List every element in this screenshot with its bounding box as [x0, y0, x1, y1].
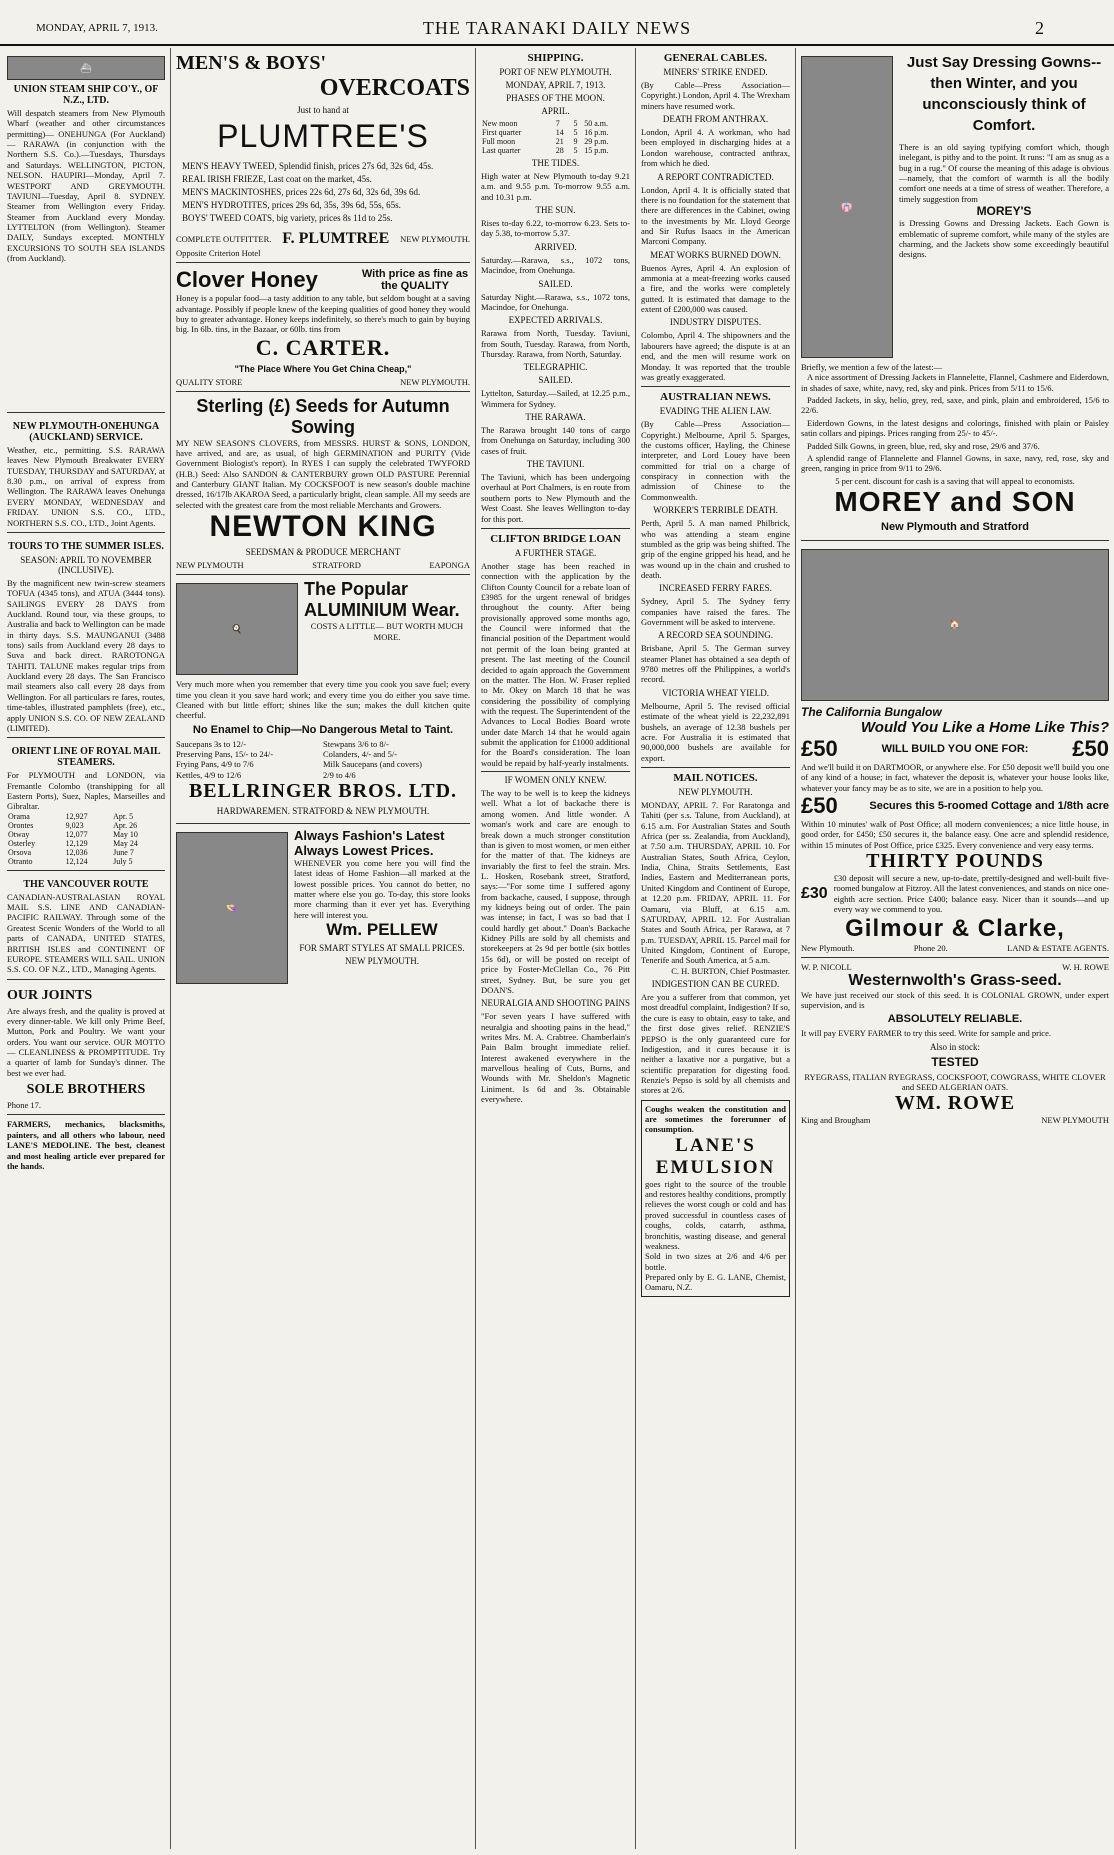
list-item: MEN'S HYDROTITES, prices 29s 6d, 35s, 39s 6d, 55s, 65s.	[182, 199, 401, 210]
page-number: 2	[1035, 18, 1044, 38]
union-body: Will despatch steamers from New Plymouth Wharf (weather and other circumstances permitting)— ONEHUNGA (For Auckland)— RARAWA (in conjunction with the Northern S.S. Co.).—Tuesdays, Thursdays and Saturdays. WELLINGTON, PICTON, NELSON. HAUPIRI—Monday, April 7. WESTPORT AND GREYMOUTH. TAVIUNI—Tuesday, April 8. SYDNEY. Steamer from Wellington every Friday. Steamer from Auckland every Monday. LYTTELTON (from Wellington). Steamer DAILY, Sundays excepted. MONTHLY EXCURSIONS TO SOUTH SEA ISLANDS (from Auckland).	[7, 108, 165, 264]
gilmour-phone: Phone 20.	[913, 942, 948, 953]
newton-name: NEWTON KING	[209, 510, 437, 544]
ship-tons: 12,077	[65, 829, 88, 839]
list-item: Padded Jackets, in sky, helio, grey, red, saxe, and pink, plain and embroidered, 15/6 to 22/6.	[801, 395, 1109, 416]
mail-sign: C. H. BURTON, Chief Postmaster.	[671, 965, 790, 976]
ship-tons: 12,927	[65, 811, 88, 821]
moon-day: 28	[555, 146, 564, 155]
tides-body: High water at New Plymouth to-day 9.21 a.m. and 9.55 p.m. To-morrow 9.55 a.m. and 10.31 p.m.	[481, 171, 630, 202]
price-item: 2/9 to 4/6	[323, 769, 356, 780]
carter-left: QUALITY STORE	[176, 376, 243, 387]
moon-hour: 5	[573, 146, 578, 155]
meat-heading: MEAT WORKS BURNED DOWN.	[650, 249, 781, 260]
alum-cost: COSTS A LITTLE— BUT WORTH MUCH MORE.	[310, 621, 464, 642]
moon-day: 21	[555, 137, 564, 146]
meat-body: Buenos Ayres, April 4. An explosion of ammonia at a meat-freezing works caused a fire, and the works were completely gutted. It is estimated that damage to the extent of £200,000 was caused.	[641, 262, 790, 315]
table-row	[481, 119, 630, 128]
mail-place: NEW PLYMOUTH.	[678, 786, 753, 797]
plumtree-brand: F. PLUMTREE	[282, 229, 390, 247]
union-steamship-ad	[7, 48, 165, 413]
expected-heading: EXPECTED ARRIVALS.	[508, 315, 603, 326]
carter-right: NEW PLYMOUTH.	[400, 376, 470, 387]
rowe-seed-ad	[801, 958, 1109, 1130]
clifton-body: Another stage has been reached in connection with the application by the Clifton County Council for a rebate loan of £3985 for the urgent renewal of bridges throughout the county. After being provisionally approved some months ago, the Council were informed that the financial position of the Department would not permit of the loan being granted at present. The last meeting of the Council decided to again approach the Government on the matter. The Hon. W. Fraser replied to Mr. Okey on March 18 that he was considering the possibility of complying with the request. The Superintendent of the Advances to Local Bodies Board wrote under date March 14 that he would again submit the application for £1000 additional for the Board's consideration. The loan would be repaid by half-yearly instalments.	[481, 560, 630, 768]
pellew-name: Wm. PELLEW	[326, 920, 438, 940]
price1-text: WILL BUILD YOU ONE FOR:	[881, 742, 1029, 755]
moon-min: 29 p.m.	[584, 137, 609, 146]
column-cables	[635, 48, 795, 1849]
price-item: Colanders, 4/- and 5/-	[323, 748, 398, 759]
moon-phase: New moon	[482, 119, 518, 128]
alien-body: (By Cable—Press Association—Copyright.) Melbourne, April 5. Sparges, the customs officer, Hayling, the Chinese interpreter, and Lord Louey have been committed for trial on a charge of conspiracy in connection with the admission of Chinese to the Commonwealth.	[641, 419, 790, 502]
lanes-maker: Prepared only by E. G. LANE, Chemist, Oamaru, N.Z.	[645, 1271, 786, 1293]
morey-name-small: MOREY'S	[976, 204, 1032, 219]
newton-king-ad	[176, 392, 470, 576]
rarawa-body: The Rarawa brought 140 tons of cargo from Onehunga on Saturday, including 300 cases of fruit.	[481, 425, 630, 456]
ship-name: Orontes	[8, 820, 34, 830]
moon-min: 50 a.m.	[584, 119, 608, 128]
list-item: MEN'S MACKINTOSHES, prices 22s 6d, 27s 6d, 32s 6d, 39s 6d.	[182, 186, 421, 197]
sun-body: Rises to-day 6.22, to-morrow 6.23. Sets to-day 5.38, to-morrow 5.37.	[481, 218, 630, 239]
orient-sailings-table	[7, 812, 165, 866]
bell-sub: HARDWAREMEN. STRATFORD & NEW PLYMOUTH.	[216, 806, 430, 817]
tours-ad	[7, 533, 165, 738]
ship-tons: 12,129	[65, 838, 88, 848]
seed-body: We have just received our stock of this seed. It is COLONIAL GROWN, under expert supervision, and is	[801, 989, 1109, 1010]
table-row	[7, 812, 165, 821]
column-large-ads	[795, 48, 1114, 1849]
morey-body: There is an old saying typifying comfort which, though inelegant, is pithy and to the point. It runs: "I am as snug as a bug in a rug." Of course the meaning of this adage is obvious—namely, that the comfort of warmth is all the bodily comfort one needs at a time of stress of weather. Therefore, a timely suggestion from	[899, 142, 1109, 204]
women-body: The way to be well is to keep the kidneys well. What a lot of backache there is among women. And little wonder. A woman's work and care are enough to break down a much stronger constitution than is given to most women, or men either for the matter of that. The kidneys are invariably the first to feel the strain. Mrs. L. Hosken, Rosebank street, Stratford, says:—"For some time I suffered agony from backache, caused, I suppose, through my kidneys being out of order. The pain was intense; in fact, I was so bad that I could hardly get about." Doan's Backache Kidney Pills are sold by all chemists and storekeepers at 2s 9d per bottle (six bottles 15s 6d), or will be posted on receipt of price by Foster-McClellan Co., 76 Pitt street, Sydney. But, be sure you get DOAN'S.	[481, 788, 630, 995]
sailed-body: Saturday Night.—Rarawa, s.s., 1072 tons, Macindoe, for Onehunga.	[481, 291, 630, 312]
indigestion-body: Are you a sufferer from that common, yet most dreadful complaint, Indigestion? If so, the cure is easy to obtain, easy to take, and the first dose gives relief. RENZIE'S PEPSO is the only guaranteed cure for Indigestion, and it cures because it is neither a laxative nor a purgative, but a scientific preparation for digesting food. Renzie's Pepso is sold by all chemists and stores at 2/6.	[641, 992, 790, 1096]
onehunga-ad	[7, 413, 165, 533]
morey-head: Just Say Dressing Gowns--then Winter, and you unconsciously think of Comfort.	[906, 54, 1102, 134]
morey-towns: New Plymouth and Stratford	[881, 520, 1029, 533]
bungalow-illustration: 🏠	[801, 549, 1109, 701]
worker-heading: WORKER'S TERRIBLE DEATH.	[653, 505, 778, 516]
taviuni-heading: THE TAVIUNI.	[526, 459, 585, 470]
alien-heading: EVADING THE ALIEN LAW.	[659, 406, 772, 417]
sun-heading: THE SUN.	[535, 205, 576, 216]
masthead-title: THE TARANAKI DAILY NEWS	[422, 18, 692, 38]
joints-ad	[7, 980, 165, 1116]
ship-tons: 9,023	[65, 820, 84, 830]
column-retail-ads	[170, 48, 475, 1849]
town: EAPONGA	[429, 560, 470, 571]
contradicted-body: London, April 4. It is officially stated that there is no foundation for the statement that there are differences in the Cabinet, owing to the investments by Mr. Lloyd George and Sir Rufus Isaacs in the American Marconi Company.	[641, 184, 790, 247]
women-heading: IF WOMEN ONLY KNEW.	[481, 771, 630, 785]
table-row	[7, 830, 165, 839]
rowe-loc: NEW PLYMOUTH	[1041, 1115, 1109, 1126]
table-row	[481, 137, 630, 146]
ship-date: June 7	[113, 847, 134, 857]
moon-day: 7	[555, 119, 560, 128]
thirty-pounds: THIRTY POUNDS	[866, 850, 1044, 873]
expected-body: Rarawa from North, Tuesday. Taviuni, from South, Tuesday. Rarawa, from North, Thursday. Rarawa, from North, Saturday.	[481, 328, 630, 359]
strike-body: (By Cable—Press Association—Copyright.) London, April 4. The Wrexham miners have resumed work.	[641, 80, 790, 111]
wheat-body: Melbourne, April 5. The revised official estimate of the wheat yield is 22,232,891 bushels, an average of 12.38 bushels per acre. For Australia it is estimated that 90,000,000 bushels are available for export.	[641, 700, 790, 763]
cottage-body: Within 10 minutes' walk of Post Office; all modern conveniences; a nice little house, in good order, for £450; £50 secures it, the balance easy. One acre and splendid residence, within 15 minutes of Post Office, price £325. Every convenience and very easy terms.	[801, 819, 1109, 850]
morey-name: MOREY and SON	[834, 485, 1076, 517]
sailed-heading: SAILED.	[538, 278, 573, 289]
vancouver-ad	[7, 871, 165, 980]
wheat-heading: VICTORIA WHEAT YIELD.	[662, 687, 769, 698]
overcoats-title: MEN'S & BOYS'	[176, 52, 327, 74]
overcoats-list	[176, 161, 470, 224]
clover-title: Clover Honey	[176, 267, 318, 293]
moon-hour: 5	[573, 128, 578, 137]
sounding-body: Brisbane, April 5. The German survey steamer Planet has obtained a sea depth of 9780 metres off the Philippines, a world's record.	[641, 643, 790, 685]
bungalow-body: And we'll build it on DARTMOOR, or anywhere else. For £50 deposit we'll build you one of any kind of a house; in fact, whatever the deposit is, whatever your house looks like, whatever your fancy may be as to site, we are in a position to help you.	[801, 761, 1109, 793]
orient-title: ORIENT LINE OF ROYAL MAIL STEAMERS.	[11, 746, 161, 769]
table-row	[7, 848, 165, 857]
bell-title: BELLRINGER BROS. LTD.	[188, 780, 458, 803]
price-item: Milk Saucepans (and covers)	[323, 759, 422, 770]
lanes-price: Sold in two sizes at 2/6 and 4/6 per bottle.	[645, 1251, 786, 1272]
table-row	[481, 128, 630, 137]
price-item: Frying Pans, 4/9 to 7/6	[176, 759, 254, 770]
telegraphic-heading: TELEGRAPHIC.	[523, 362, 588, 373]
telegraphic-body: Lyttelton, Saturday.—Sailed, at 12.25 p.m., Wimmera for Sydney.	[481, 388, 630, 409]
neuralgia-body: "For seven years I have suffered with neuralgia and shooting pains in the head," writes Mrs. M. A. Crabtree. Chamberlain's Pain Balm brought immediate relief. Interest awakened everywhere in the marvellous healing of Cuts, Burns, and Wounds with Mr. Sheldon's Magnetic Liniment. Is 6d and 3s. Obtainable everywhere.	[481, 1011, 630, 1105]
price-30: £30	[801, 884, 828, 902]
plumtree-name: PLUMTREE'S	[217, 118, 429, 154]
pellew-loc: NEW PLYMOUTH.	[345, 956, 419, 967]
alum-headline: No Enamel to Chip—No Dangerous Metal to Taint.	[192, 723, 454, 736]
orient-body: For PLYMOUTH and LONDON, via Fremantle Colombo (transhipping for all Eastern Ports), Suez, Naples, Marseilles and Gibraltar.	[7, 770, 165, 812]
shipping-heading: SHIPPING.	[527, 52, 584, 64]
table-row	[7, 857, 165, 866]
fashion-illustration: 👒	[176, 832, 288, 984]
moon-hour: 5	[573, 119, 578, 128]
column-shipping-ads	[2, 48, 170, 1849]
tours-title: TOURS TO THE SUMMER ISLES.	[8, 540, 164, 552]
seeds-body: MY NEW SEASON'S CLOVERS, from MESSRS. HURST & SONS, LONDON, have arrived, and are, as usual, of high GERMINATION and PURITY (Vide Government Biologist's report). In RYES I can supply the celebrated TWYFORD (H.B.) Seed: Also SANDON & CANTERBURY grown OLD PASTURE Perennial and Canterbury GIANT Italian. My COCKSFOOT is new season's double machine dressed, 16/17lb AKAROA Seed, a particularly bright, clean sample. All my seeds are selected with the greatest care from the most reliable Merchants and Growers.	[176, 437, 470, 510]
moon-phase: Full moon	[482, 137, 516, 146]
newton-sub: SEEDSMAN & PRODUCE MERCHANT	[245, 547, 401, 558]
tides-heading: THE TIDES.	[531, 158, 580, 168]
clover-tag: With price as fine as the QUALITY	[361, 268, 469, 293]
ship-date: May 24	[113, 838, 138, 848]
list-item: BOYS' TWEED COATS, big variety, prices 8s 11d to 25s.	[182, 212, 393, 223]
fares-heading: INCREASED FERRY FARES.	[659, 583, 772, 594]
morey-gowns: is Dressing Gowns and Dressing Jackets. Each Gown is emblematic of supreme comfort, while many of the styles are charming, and the Jackets show some exceedingly beautiful designs.	[899, 218, 1109, 260]
orient-line-ad	[7, 738, 165, 870]
morey-brief: Briefly, we mention a few of the latest:—	[801, 362, 943, 372]
sounding-heading: A RECORD SEA SOUNDING.	[657, 630, 773, 641]
lanes-name: LANE'S EMULSION	[655, 1134, 776, 1178]
overcoats-sub: Just to hand at	[297, 105, 349, 115]
rarawa-heading: THE RARAWA.	[525, 412, 586, 423]
lanes-body: goes right to the source of the trouble and restores healthy conditions, promptly relieves the worst cough or cold and has proved successful in countless cases of coughs, colds, catarrh, asthma, bronchitis, wasting disease, and general weakness.	[645, 1178, 786, 1251]
plumtree-loc: NEW PLYMOUTH.	[400, 233, 470, 244]
list-item: Eiderdown Gowns, in the latest designs and colorings, finished with plain or Paisley satin collars and pipings. Prices ranging from 25/- to 45/-.	[801, 417, 1109, 439]
moon-heading: PHASES OF THE MOON.	[506, 93, 605, 103]
price2-text: Secures this 5-roomed Cottage and 1/8th acre	[869, 800, 1109, 813]
ship-name: Otranto	[8, 856, 33, 866]
ship-name: Orsova	[8, 847, 32, 857]
lanes-emulsion-ad	[641, 1100, 790, 1297]
mail-heading: MAIL NOTICES.	[641, 767, 790, 784]
carter-name: C. CARTER.	[255, 334, 391, 360]
fashion-title-2: Always Lowest Prices.	[294, 843, 434, 859]
plumtree-addr: Opposite Criterion Hotel	[176, 247, 261, 258]
tours-body: By the magnificent new twin-screw steamers TOFUA (4345 tons), and ATUA (3444 tons). SAILINGS EVERY 28 DAYS from Auckland. Round tour, via these groups, to Australia and back to Wellington can be made in thirty days. S.S. MAUNGANUI (3488 tons) sails from Auckland every 28 days to Suva and back direct. RAROTONGA TAHITI. TALUNE makes regular trips from Auckland every 28 days. The San Francisco mail steamers also call every 28 days from Wellington. For all particulars re fares, routes, time-tables, illustrated pamphlets (free), etc., apply UNION S.S. CO. OF NEW ZEALAND (LIMITED).	[7, 577, 165, 733]
moon-month: APRIL.	[541, 106, 570, 116]
list-item: REAL IRISH FRIEZE, Last coat on the market, 45s.	[182, 173, 372, 184]
strike-heading: MINERS' STRIKE ENDED.	[663, 67, 768, 77]
vancouver-title: THE VANCOUVER ROUTE	[23, 878, 149, 890]
gilmour-loc: New Plymouth.	[801, 942, 855, 953]
gilmour-clarke-ad	[801, 541, 1109, 958]
price-item: Preserving Pans, 15/- to 24/-	[176, 748, 274, 759]
masthead	[0, 0, 1114, 46]
cookware-icon: 🍳	[176, 583, 298, 675]
port-heading: PORT OF NEW PLYMOUTH.	[499, 67, 612, 77]
moon-hour: 9	[573, 137, 578, 146]
price-item: Saucepans 3s to 12/-	[176, 738, 247, 749]
sole-phone: Phone 17.	[7, 1100, 41, 1111]
dressing-gown-illustration: 👘	[801, 56, 893, 358]
gilmour-role: LAND & ESTATE AGENTS.	[1007, 942, 1109, 953]
ship-date: May 10	[113, 829, 138, 839]
death-heading: DEATH FROM ANTHRAX.	[662, 114, 769, 125]
list-item: MEN'S HEAVY TWEED, Splendid finish, prices 27s 6d, 32s 6d, 45s.	[182, 161, 434, 171]
fashion-title: Always Fashion's Latest	[294, 828, 445, 844]
arrived-body: Saturday.—Rarawa, s.s., 1072 tons, Macindoe, from Onehunga.	[481, 254, 630, 276]
column-shipping-news	[475, 48, 635, 1849]
clifton-sub: A FURTHER STAGE.	[514, 547, 597, 558]
alum-title: The Popular ALUMINIUM Wear.	[304, 579, 460, 621]
worker-body: Perth, April 5. A man named Philbrick, who was attending a steam engine stumbled as the grip was being shifted. The grip of the engine gripped his head, and he was wound up in the chain and crushed to death.	[641, 518, 790, 580]
clifton-heading: CLIFTON BRIDGE LOAN	[481, 528, 630, 545]
seed-reliable: ABSOLUTELY RELIABLE.	[887, 1013, 1023, 1026]
pellew-ad	[176, 824, 470, 992]
telegraphic-sailed: SAILED.	[538, 375, 573, 386]
seed-list: RYEGRASS, ITALIAN RYEGRASS, COCKSFOOT, COWGRASS, WHITE CLOVER and SEED ALGERIAN OATS.	[804, 1071, 1106, 1092]
lanes-intro: Coughs weaken the constitution and are sometimes the forerunner of consumption.	[645, 1103, 786, 1135]
gilmour-name: Gilmour & Clarke,	[845, 914, 1065, 942]
bellringer-ad	[176, 575, 470, 824]
tours-season: SEASON: APRIL TO NOVEMBER (INCLUSIVE).	[20, 554, 152, 575]
dispute-heading: INDUSTRY DISPUTES.	[669, 317, 762, 328]
seeds-title: Sterling (£) Seeds for Autumn Sowing	[196, 395, 450, 437]
morey-discount: 5 per cent. discount for cash is a saving that will appeal to economists.	[835, 475, 1075, 486]
general-cables-heading: GENERAL CABLES.	[663, 52, 768, 64]
overcoats-title-2: OVERCOATS	[319, 75, 470, 101]
price-item: Kettles, 4/9 to 12/6	[176, 769, 242, 780]
clover-body: Honey is a popular food—a tasty addition to any table, but seldom bought at a saving advantage. Possibly if people knew of the keeping qualities of good honey they would buy to greater advantage. Honey keeps indefinitely, so there's much to gain by buying big. In 6lb. tins, in the Bazaar, or 60lb. tins from	[176, 293, 470, 335]
ship-date: Apr. 5	[113, 811, 134, 821]
alum-body: Very much more when you remember that every time you cook you save fuel; every time you clean it you save hard work; and every time you do either you save time. Cleaned with but little effort; shines like the sun; makes the dull kitchen quite cheerful.	[176, 679, 470, 721]
plumtree-ad	[176, 48, 470, 263]
ship-name: Orama	[8, 811, 30, 821]
joints-title: OUR JOINTS	[7, 987, 93, 1003]
seed-left: W. P. NICOLL	[801, 961, 852, 972]
seed-pay: It will pay EVERY FARMER to try this seed. Write for sample and price.	[801, 1028, 1051, 1039]
price-50-right: £50	[1072, 735, 1109, 761]
union-title: UNION STEAM SHIP CO'Y., OF N.Z., LTD.	[13, 84, 159, 106]
moon-phase: Last quarter	[482, 146, 521, 155]
ship-date: July 5	[113, 856, 133, 866]
onehunga-body: Weather, etc., permitting. S.S. RARAWA leaves New Plymouth Breakwater EVERY TUESDAY, THURSDAY and SATURDAY, at 8.30 p.m., on arrival of express from Wellington. The RARAWA leaves Onehunga EVERY MONDAY, WEDNESDAY and FRIDAY. UNION S.S. CO., LTD., NORTHERN S.S. CO., LTD., Joint Agents.	[7, 445, 165, 528]
masthead-date: MONDAY, APRIL 7, 1913.	[36, 22, 158, 34]
ship-name: Otway	[8, 829, 30, 839]
onehunga-title: NEW PLYMOUTH-ONEHUNGA (AUCKLAND) SERVICE.	[12, 421, 160, 443]
moon-table	[481, 119, 630, 155]
morey-ad	[801, 48, 1109, 541]
death-body: London, April 4. A workman, who had been employed in discharging hides at a London warehouse, contracted anthrax, from which he died.	[641, 127, 790, 169]
seed-tested: TESTED	[931, 1054, 979, 1069]
vancouver-body: CANADIAN-AUSTRALASIAN ROYAL MAIL S.S. LINE AND CANADIAN-PACIFIC RAILWAY. Through some of the Greatest Scenic Wonders of the World to all parts of CANADA, UNITED STATES, BRITISH ISLES and CONTINENT OF EUROPE. STEAMERS WILL SAIL. UNION S.S. CO. OF N.Z., LTD., Managing Agents.	[7, 891, 165, 975]
town: NEW PLYMOUTH	[176, 560, 244, 571]
bungalow-question: Would You Like a Home Like This?	[860, 718, 1109, 736]
table-row	[481, 146, 630, 155]
seed-also: Also in stock:	[929, 1041, 980, 1052]
fares-body: Sydney, April 5. The Sydney ferry companies have raised the fares. The Government will be asked to intervene.	[641, 596, 790, 628]
list-item: Padded Silk Gowns, in green, blue, red, sky and rose, 29/6 and 37/6.	[807, 440, 1040, 451]
medoline-body: FARMERS, mechanics, blacksmiths, painters, and all others who labour, need LANE'S MEDOLINE. The best, cleanest and most healing article ever prepared for the hands.	[7, 1119, 165, 1171]
contradicted-heading: A REPORT CONTRADICTED.	[657, 171, 774, 182]
morey-list	[801, 372, 1109, 473]
list-item: A splendid range of Flannelette and Flannel Gowns, in saxe, navy, red, rose, sky and green, ranging in price from 9/11 to 29/6.	[801, 452, 1109, 474]
table-row	[7, 821, 165, 830]
medoline-ad	[7, 1115, 165, 1175]
ship-tons: 12,036	[65, 847, 88, 857]
ship-name: Osterley	[8, 838, 36, 848]
seed-title: Westernwolth's Grass-seed.	[848, 971, 1062, 989]
carter-slogan: "The Place Where You Get China Cheap,"	[234, 363, 412, 374]
seed-right: W. H. ROWE	[1062, 961, 1109, 972]
neuralgia-heading: NEURALGIA AND SHOOTING PAINS	[481, 998, 630, 1009]
moon-phase: First quarter	[482, 128, 522, 137]
price-50-second: £50	[801, 793, 838, 819]
australian-heading: AUSTRALIAN NEWS.	[641, 386, 790, 403]
moon-min: 15 p.m.	[584, 146, 609, 155]
town: STRATFORD	[312, 560, 361, 571]
table-row	[7, 839, 165, 848]
moon-day: 14	[555, 128, 564, 137]
ship-date: Apr. 26	[113, 820, 138, 830]
ship-tons: 12,124	[65, 856, 88, 866]
indigestion-heading: INDIGESTION CAN BE CURED.	[651, 979, 780, 990]
moon-min: 16 p.m.	[584, 128, 609, 137]
port-date: MONDAY, APRIL 7, 1913.	[505, 80, 606, 90]
rowe-addr: King and Brougham	[801, 1115, 871, 1126]
carter-ad	[176, 263, 470, 391]
pellew-sub: FOR SMART STYLES AT SMALL PRICES.	[299, 943, 465, 954]
bungalow-banner: The California Bungalow	[801, 704, 942, 719]
thirty-body: £30 deposit will secure a new, up-to-date, prettily-designed and well-built five-roomed bungalow at Fitzroy. All the latest conveniences, and stands on nice one-eighth acre section. Price £400; balance easy. Nicer than it sounds—and up every way we commend to you.	[833, 873, 1109, 915]
price-50-left: £50	[801, 735, 838, 761]
sole-brothers-title: SOLE BROTHERS	[26, 1082, 146, 1098]
mail-body: MONDAY, APRIL 7. For Raratonga and Tahiti (per s.s. Talune, from Auckland), at 6.15 a.m. For Australian States and South Africa (per ss. Zealandia, from Auckland), at 7.50 a.m. THURSDAY, APRIL 10. For Australian States, South Africa, Ceylon, India, China, Straits Settlements, East Indies, Eastern and Mediterranean ports, United Kingdom and Continent of Europe, at 12.20 p.m. FRIDAY, APRIL 11. For Oamaru, via Bluff, at 6.15 a.m. SATURDAY, APRIL 12. For Australian States and South Africa, per Rarawa, at 7 p.m. TUESDAY, APRIL 15. Parcel mail for United Kingdom, Continent of Europe, Tenerife and South America, at 5 a.m.	[641, 799, 790, 966]
price-item: Stewpans 3/6 to 8/-	[323, 738, 389, 749]
joints-body: Are always fresh, and the quality is proved at every dinner-table. We kill only Prime Beef, Mutton, Pork and Poultry. We want your orders. You want our service. OUR MOTTO— CLEANLINESS & PROMPTITUDE. Try a quarter of lamb for Sunday's dinner. The best we ever had.	[7, 1005, 165, 1078]
alum-prices	[176, 739, 470, 780]
list-item: A nice assortment of Dressing Jackets in Flannelette, Flannel, Cashmere and Eiderdown, in shades of saxe, white, navy, red, sky and pink. Prices from 5/11 to 15/6.	[801, 372, 1109, 393]
taviuni-body: The Taviuni, which has been undergoing overhaul at Port Chalmers, is en route from southern ports to New Plymouth and the West Coast. She leaves Wellington to-day for this port.	[481, 472, 630, 524]
plumtree-outfitter: COMPLETE OUTFITTER.	[176, 233, 272, 244]
rowe-name: WM. ROWE	[894, 1092, 1016, 1115]
arrived-heading: ARRIVED.	[534, 241, 577, 252]
steamship-icon: ⛴	[7, 56, 165, 80]
dispute-body: Colombo, April 4. The shipowners and the labourers have agreed; the dispute is at an end, and the men will resume work on Monday. It was reported that the trouble was greatly exaggerated.	[641, 330, 790, 382]
fashion-body: WHENEVER you come here you will find the latest ideas of Home Fashion—all marked at the lowest possible prices. You cannot do better, no matter where else you go. To-day, this store looks more charming than it ever yet has. Everything here will interest you.	[294, 858, 470, 920]
